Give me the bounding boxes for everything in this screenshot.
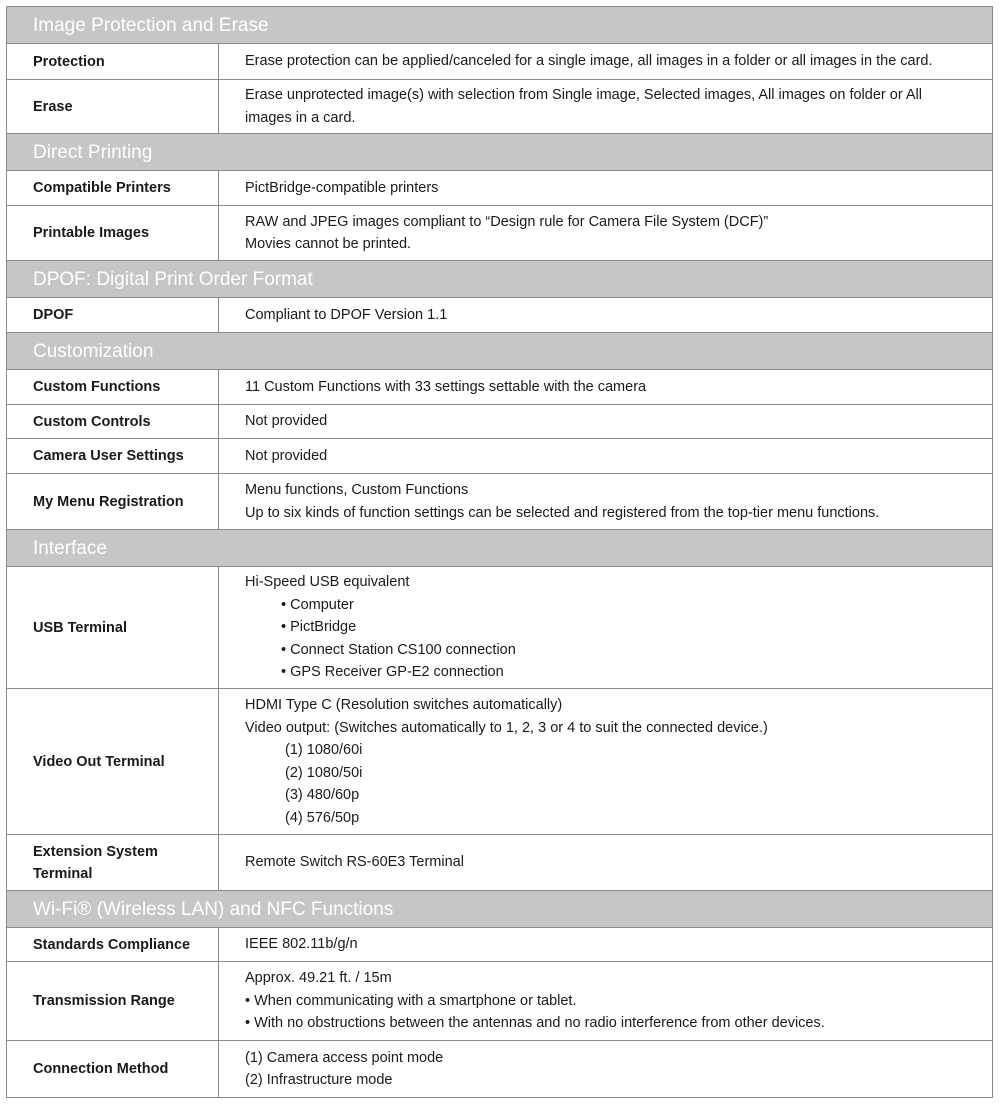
spec-value-line: Up to six kinds of function settings can be selected and registered from the top-tier menu functions. [245, 504, 880, 521]
spec-value [219, 298, 992, 332]
section-header-wi-fi-wireless-lan-and-nfc-functions: Wi-Fi® (Wireless LAN) and NFC Functions [7, 890, 992, 927]
section-header-dpof-digital-print-order-format: DPOF: Digital Print Order Format [7, 260, 992, 297]
spec-row-usb-terminal [7, 566, 992, 688]
spec-value [219, 962, 992, 1040]
spec-row-printable-images [7, 205, 992, 260]
spec-value-line: (3) 480/60p [285, 787, 360, 803]
spec-value-line: 11 Custom Functions with 33 settings settable with the camera [245, 378, 647, 395]
spec-value-line: Hi-Speed USB equivalent [245, 574, 410, 591]
spec-label: Extension System Terminal [7, 835, 219, 890]
spec-value-line: (1) Camera access point mode [245, 1049, 444, 1066]
spec-label: Erase [7, 80, 219, 133]
spec-value-line: Erase unprotected image(s) with selection from Single image, Selected images, All images on folder or All [245, 87, 922, 103]
spec-label: DPOF [7, 298, 219, 332]
section-header-interface: Interface [7, 529, 992, 566]
spec-value-line: (1) 1080/60i [285, 742, 363, 758]
spec-value-line: Not provided [245, 447, 328, 464]
spec-label: Protection [7, 44, 219, 79]
spec-value [219, 474, 992, 529]
spec-row-erase [7, 79, 992, 133]
spec-label: Custom Functions [7, 370, 219, 404]
spec-row-protection [7, 43, 992, 79]
spec-value-line: • Computer [281, 596, 354, 613]
spec-row-video-out-terminal [7, 688, 992, 834]
spec-label: Transmission Range [7, 962, 219, 1040]
spec-value-line: Approx. 49.21 ft. / 15m [245, 970, 392, 987]
spec-label: Connection Method [7, 1041, 219, 1097]
spec-row-standards-compliance [7, 927, 992, 961]
spec-label: Standards Compliance [7, 928, 219, 961]
section-header-customization: Customization [7, 332, 992, 369]
spec-value-line: images in a card. [245, 109, 356, 126]
spec-label: Camera User Settings [7, 439, 219, 473]
spec-value-line: Video output: (Switches automatically to 1, 2, 3 or 4 to suit the connected device.) [245, 719, 768, 736]
spec-label: USB Terminal [7, 567, 219, 688]
spec-value-line: • Connect Station CS100 connection [281, 641, 516, 658]
spec-label: Custom Controls [7, 405, 219, 438]
spec-label: Compatible Printers [7, 171, 219, 205]
spec-row-connection-method [7, 1040, 992, 1097]
spec-value-line: PictBridge-compatible printers [245, 179, 439, 196]
spec-value-line: Not provided [245, 413, 328, 430]
spec-row-custom-functions [7, 369, 992, 404]
spec-row-dpof [7, 297, 992, 332]
spec-value [219, 928, 992, 961]
spec-value [219, 405, 992, 438]
spec-value [219, 689, 992, 834]
spec-value-line: • With no obstructions between the antennas and no radio interference from other devices. [245, 1015, 825, 1032]
spec-value [219, 206, 992, 260]
spec-value-line: Movies cannot be printed. [245, 236, 412, 252]
spec-value-line: RAW and JPEG images compliant to “Design rule for Camera File System (DCF)” [245, 213, 769, 230]
spec-value-line: • When communicating with a smartphone or tablet. [245, 992, 577, 1009]
spec-table [6, 6, 993, 1098]
spec-row-camera-user-settings [7, 438, 992, 473]
spec-label: Printable Images [7, 206, 219, 260]
spec-label: My Menu Registration [7, 474, 219, 529]
spec-value-line: • PictBridge [281, 619, 357, 636]
spec-value [219, 171, 992, 205]
spec-value [219, 80, 992, 133]
spec-value-line: HDMI Type C (Resolution switches automatically) [245, 697, 563, 713]
spec-row-transmission-range [7, 961, 992, 1040]
spec-value-line: Remote Switch RS-60E3 Terminal [245, 854, 464, 871]
section-header-image-protection-and-erase: Image Protection and Erase [7, 6, 992, 43]
spec-row-extension-system-terminal [7, 834, 992, 890]
spec-value [219, 439, 992, 473]
spec-value-line: (4) 576/50p [285, 809, 360, 826]
spec-value-line: (2) Infrastructure mode [245, 1072, 393, 1088]
spec-value-line: Menu functions, Custom Functions [245, 482, 469, 498]
spec-value-line: (2) 1080/50i [285, 764, 363, 781]
spec-value-line: IEEE 802.11b/g/n [245, 936, 358, 953]
spec-value [219, 1041, 992, 1097]
spec-value [219, 835, 992, 890]
spec-row-compatible-printers [7, 170, 992, 205]
spec-value [219, 567, 992, 688]
spec-value-line: Compliant to DPOF Version 1.1 [245, 306, 448, 323]
spec-value-line: • GPS Receiver GP-E2 connection [281, 664, 504, 681]
spec-label: Video Out Terminal [7, 689, 219, 834]
spec-row-custom-controls [7, 404, 992, 438]
spec-value [219, 370, 992, 404]
spec-row-my-menu-registration [7, 473, 992, 529]
spec-value [219, 44, 992, 79]
section-header-direct-printing: Direct Printing [7, 133, 992, 170]
spec-value-line: Erase protection can be applied/canceled for a single image, all images in a folder or all images in the card. [245, 53, 933, 70]
